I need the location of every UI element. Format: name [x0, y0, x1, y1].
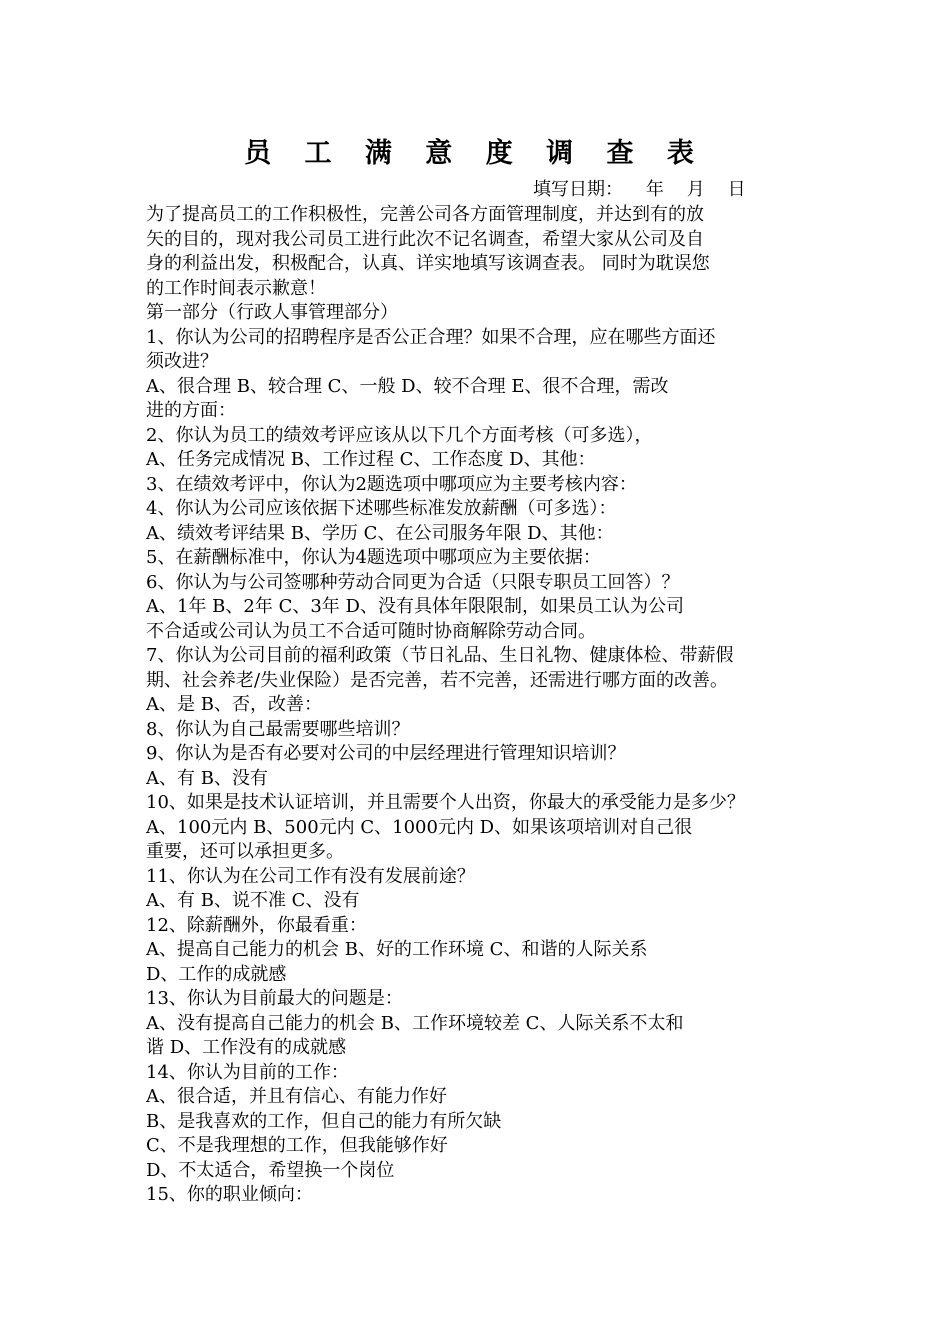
text-line: D、工作的成就感 [146, 963, 287, 985]
text-line: 7、你认为公司目前的福利政策（节日礼品、生日礼物、健康体检、带薪假 [146, 645, 734, 666]
text-line: 10、如果是技术认证培训，并且需要个人出资，你最大的承受能力是多少？ [146, 792, 745, 813]
fill-date-line: 填写日期： 年 月 日 [533, 179, 746, 200]
text-line: 1、你认为公司的招聘程序是否公正合理？如果不合理，应在哪些方面还 [146, 326, 716, 348]
document-body [146, 203, 811, 1208]
text-line: 2、你认为员工的绩效考评应该从以下几个方面考核（可多选）， [146, 424, 653, 446]
text-line: A、很合理 B、较合理 C、一般 D、较不合理 E、很不合理，需改 [146, 375, 669, 397]
text-line: 6、你认为与公司签哪种劳动合同更为合适（只限专职员工回答）？ [146, 571, 680, 593]
text-line: 5、在薪酬标准中，你认为4题选项中哪项应为主要依据： [146, 547, 601, 568]
text-line: 进的方面： [146, 400, 236, 421]
text-line: 12、除薪酬外，你最看重： [146, 914, 367, 936]
text-line: A、1年 B、2年 C、3年 D、没有具体年限限制，如果员工认为公司 [146, 596, 684, 617]
text-line: A、是 B、否，改善： [146, 694, 322, 715]
text-line: 3、在绩效考评中，你认为2题选项中哪项应为主要考核内容： [146, 473, 637, 495]
text-line: 15、你的职业倾向： [146, 1184, 313, 1205]
text-line: 11、你认为在公司工作有没有发展前途？ [146, 865, 475, 887]
text-line: 9、你认为是否有必要对公司的中层经理进行管理知识培训？ [146, 743, 626, 764]
text-line: 身的利益出发，积极配合，认真、详实地填写该调查表。 同时为耽误您 [146, 253, 710, 274]
text-line: 第一部分（行政人事管理部分） [146, 302, 398, 323]
text-line: A、没有提高自己能力的机会 B、工作环境较差 C、人际关系不太和 [146, 1012, 684, 1034]
document-title: 员 工 满 意 度 调 查 表 [244, 138, 706, 169]
text-line: A、有 B、说不准 C、没有 [146, 890, 360, 911]
text-line: 14、你认为目前的工作： [146, 1061, 349, 1083]
text-line: C、不是我理想的工作，但我能够作好 [146, 1135, 448, 1156]
text-line: 13、你认为目前最大的问题是： [146, 988, 403, 1009]
text-line: 为了提高员工的工作积极性，完善公司各方面管理制度，并达到有的放 [146, 204, 704, 225]
text-line: A、任务完成情况 B、工作过程 C、工作态度 D、其他： [146, 449, 596, 470]
text-line: D、不太适合，希望换一个岗位 [146, 1159, 395, 1181]
text-line: 8、你认为自己最需要哪些培训？ [146, 718, 410, 740]
text-line: 4、你认为公司应该依据下述哪些标准发放薪酬（可多选）： [146, 498, 617, 519]
text-line: A、提高自己能力的机会 B、好的工作环境 C、和谐的人际关系 [146, 939, 648, 960]
text-line: A、100元内 B、500元内 C、1000元内 D、如果该项培训对自己很 [146, 816, 693, 838]
text-line: 谐 D、工作没有的成就感 [146, 1037, 347, 1058]
text-line: 不合适或公司认为员工不合适可随时协商解除劳动合同。 [146, 620, 596, 642]
text-line: 重要，还可以承担更多。 [146, 841, 344, 862]
text-line: 矢的目的，现对我公司员工进行此次不记名调查，希望大家从公司及自 [146, 228, 704, 250]
text-line: 期、社会养老/失业保险）是否完善，若不完善，还需进行哪方面的改善。 [146, 669, 729, 691]
text-line: 的工作时间表示歉意！ [146, 277, 326, 299]
text-line: A、很合适，并且有信心、有能力作好 [146, 1086, 447, 1107]
text-line: A、绩效考评结果 B、学历 C、在公司服务年限 D、其他： [146, 522, 614, 544]
text-line: A、有 B、没有 [146, 767, 268, 789]
text-line: B、是我喜欢的工作，但自己的能力有所欠缺 [146, 1110, 502, 1132]
text-line: 须改进？ [146, 351, 218, 372]
